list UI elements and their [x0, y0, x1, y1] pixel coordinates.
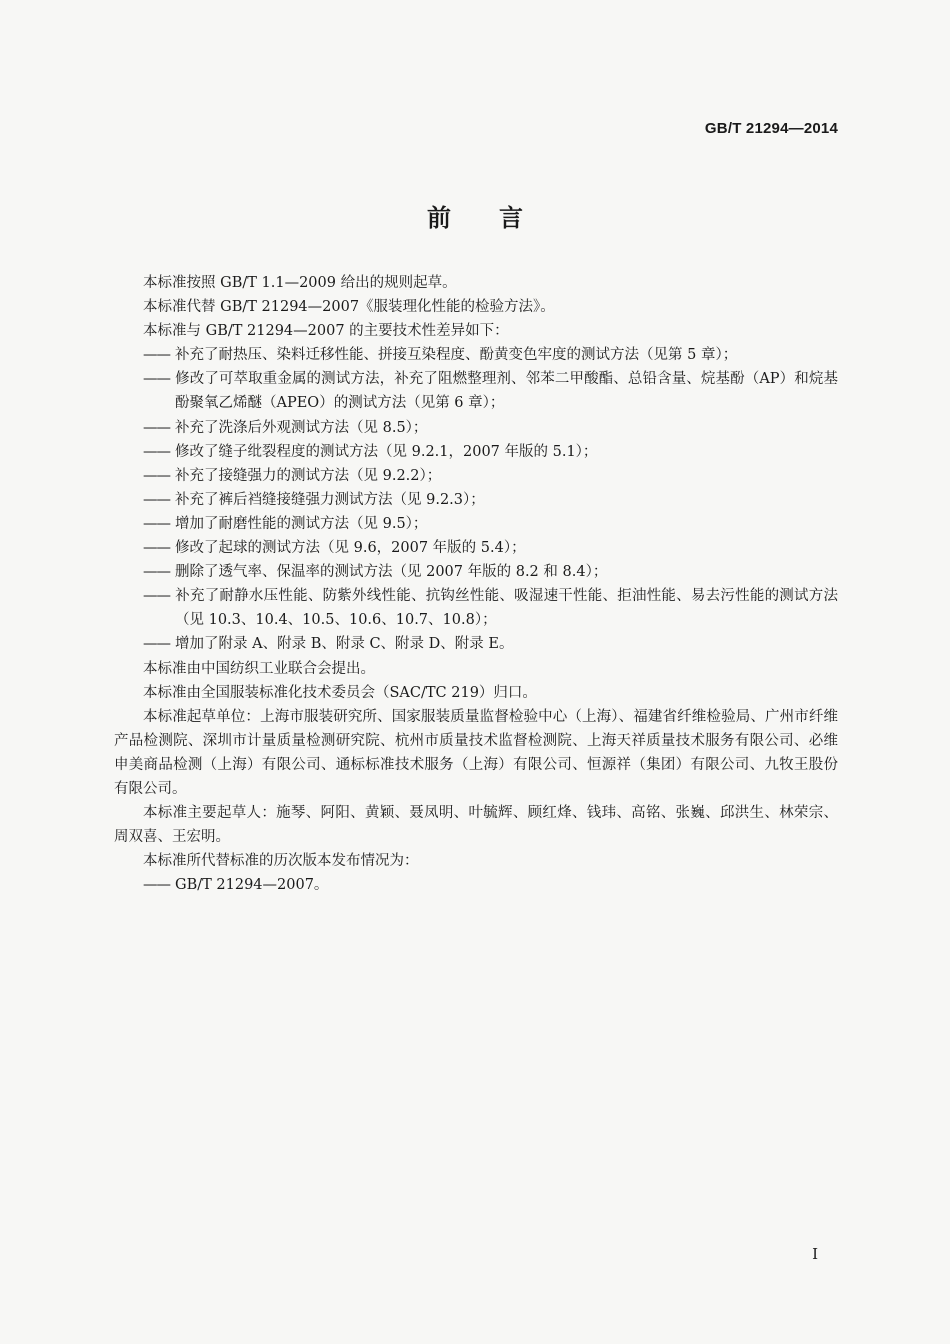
history-item: —— GB/T 21294—2007。 — [114, 873, 838, 897]
paragraph: 本标准代替 GB/T 21294—2007《服装理化性能的检验方法》。 — [143, 299, 555, 316]
dash-mark: —— — [143, 491, 170, 508]
dash-mark: —— — [143, 443, 170, 460]
change-item: —— 修改了缝子纰裂程度的测试方法（见 9.2.1，2007 年版的 5.1）； — [114, 440, 838, 464]
paragraph: 本标准由全国服装标准化技术委员会（SAC/TC 219）归口。 — [143, 684, 537, 701]
change-item: —— 补充了耐静水压性能、防紫外线性能、抗钩丝性能、吸湿速干性能、拒油性能、易去污性能的测试方法（见 10.3、10.4、10.5、10.6、10.7、10.8）； — [114, 584, 838, 632]
dash-mark: —— — [143, 877, 170, 894]
dash-mark: —— — [143, 419, 170, 436]
dash-mark: —— — [143, 540, 170, 557]
paragraph: 本标准所代替标准的历次版本发布情况为： — [143, 853, 419, 870]
change-item: —— 补充了裤后裆缝接缝强力测试方法（见 9.2.3）； — [114, 488, 838, 512]
change-item: —— 修改了起球的测试方法（见 9.6，2007 年版的 5.4）； — [114, 536, 838, 560]
paragraph: 本标准由中国纺织工业联合会提出。 — [143, 660, 375, 677]
dash-mark: —— — [143, 636, 170, 653]
paragraph: 本标准起草单位：上海市服装研究所、国家服装质量监督检验中心（上海）、福建省纤维检验局、广州市纤维产品检测院、深圳市计量质量检测研究院、杭州市质量技术监督检测院、上海天祥质量技术服务有限公司、必维申美商品检测（上海）有限公司、通标标准技术服务（上海）有限公司、恒源祥（集团）有限公司、九牧王股份有限公司。 — [114, 708, 838, 797]
dash-mark: —— — [143, 515, 170, 532]
change-item: —— 修改了可萃取重金属的测试方法，补充了阻燃整理剂、邻苯二甲酸酯、总铅含量、烷基酚（AP）和烷基酚聚氧乙烯醚（APEO）的测试方法（见第 6 章）； — [114, 367, 838, 415]
change-item: —— 删除了透气率、保温率的测试方法（见 2007 年版的 8.2 和 8.4）； — [114, 560, 838, 584]
paragraph: 本标准与 GB/T 21294—2007 的主要技术性差异如下： — [143, 323, 509, 340]
dash-mark: —— — [143, 371, 170, 388]
change-item: —— 增加了耐磨性能的测试方法（见 9.5）； — [114, 512, 838, 536]
dash-mark: —— — [143, 347, 170, 364]
page-number: I — [812, 1245, 818, 1263]
page-title: 前言 — [427, 204, 571, 232]
change-item: —— 补充了洗涤后外观测试方法（见 8.5）； — [114, 416, 838, 440]
dash-mark: —— — [143, 588, 170, 605]
dash-mark: —— — [143, 564, 170, 581]
dash-mark: —— — [143, 467, 170, 484]
change-item: —— 补充了耐热压、染料迁移性能、拼接互染程度、酚黄变色牢度的测试方法（见第 5 章）； — [114, 343, 838, 367]
paragraph: 本标准按照 GB/T 1.1—2009 给出的规则起草。 — [143, 275, 457, 291]
standard-code: GB/T 21294—2014 — [704, 120, 838, 137]
paragraph: 本标准主要起草人：施琴、阿阳、黄颖、聂凤明、叶毓辉、顾红烽、钱玮、高铭、张巍、邱洪生、林荣宗、周双喜、王宏明。 — [114, 805, 838, 846]
change-item: —— 增加了附录 A、附录 B、附录 C、附录 D、附录 E。 — [114, 632, 838, 656]
preface-body — [114, 271, 838, 897]
change-item: —— 补充了接缝强力的测试方法（见 9.2.2）； — [114, 464, 838, 488]
